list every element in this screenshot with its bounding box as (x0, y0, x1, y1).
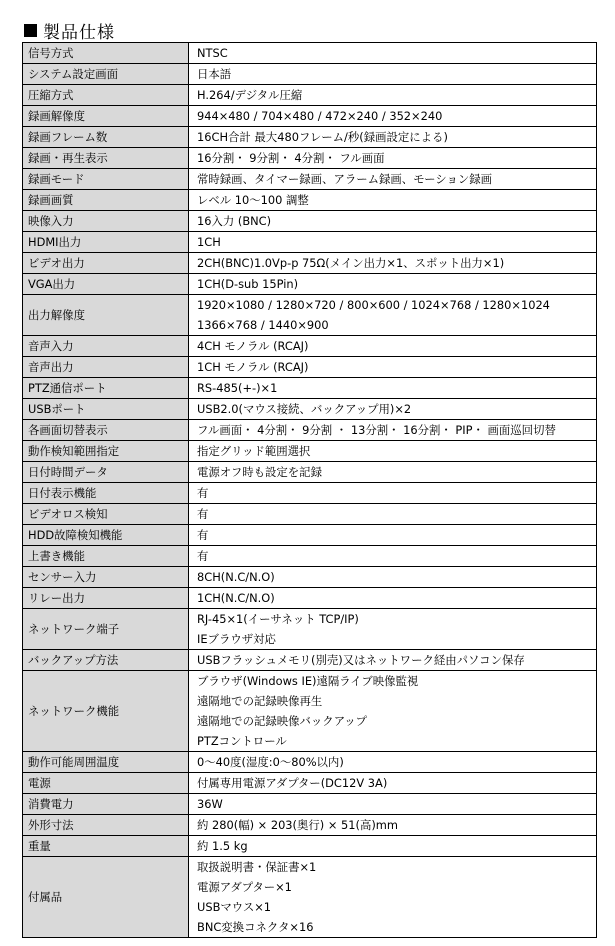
spec-value: 指定グリッド範囲選択 (197, 444, 311, 458)
spec-value-cell (189, 588, 597, 609)
spec-label: 録画画質 (23, 190, 189, 211)
spec-value: 8CH(N.C/N.O) (197, 570, 275, 584)
spec-label: 動作検知範囲指定 (23, 441, 189, 462)
section-title-text: 製品仕様 (43, 22, 115, 43)
spec-label: 電源 (23, 773, 189, 794)
spec-value: 16CH合計 最大480フレーム/秒(録画設定による) (197, 130, 448, 144)
spec-value: 有 (197, 507, 209, 521)
spec-row (23, 253, 597, 274)
section-title (24, 18, 115, 42)
spec-value-cell (189, 504, 597, 525)
spec-value: IEブラウザ対応 (197, 632, 276, 646)
spec-row (23, 274, 597, 295)
spec-row (23, 752, 597, 773)
spec-label: センサー入力 (23, 567, 189, 588)
spec-value-cell (189, 399, 597, 420)
spec-value-cell (189, 609, 597, 650)
spec-value: 1CH(N.C/N.O) (197, 591, 275, 605)
spec-value: 電源オフ時も設定を記録 (197, 465, 322, 479)
spec-value: 遠隔地での記録映像バックアップ (197, 714, 368, 728)
spec-value: 1CH モノラル (RCAJ) (197, 360, 309, 374)
spec-label: システム設定画面 (23, 64, 189, 85)
spec-row (23, 609, 597, 650)
spec-value: 付属専用電源アダプター(DC12V 3A) (197, 776, 388, 790)
spec-value-cell (189, 43, 597, 64)
spec-value: USBマウス×1 (197, 900, 272, 914)
spec-value: 1366×768 / 1440×900 (197, 318, 329, 332)
spec-row (23, 169, 597, 190)
spec-label: ビデオロス検知 (23, 504, 189, 525)
spec-value-cell (189, 420, 597, 441)
spec-label: ビデオ出力 (23, 253, 189, 274)
spec-value: 16入力 (BNC) (197, 214, 272, 228)
spec-value: 4CH モノラル (RCAJ) (197, 339, 309, 353)
spec-row (23, 399, 597, 420)
spec-value: 0〜40度(湿度:0〜80%以内) (197, 755, 344, 769)
spec-value-cell (189, 85, 597, 106)
spec-label: 信号方式 (23, 43, 189, 64)
spec-label: 各画面切替表示 (23, 420, 189, 441)
spec-row (23, 441, 597, 462)
spec-row (23, 483, 597, 504)
spec-label: 録画解像度 (23, 106, 189, 127)
spec-value: NTSC (197, 46, 228, 60)
spec-label: 日付時間データ (23, 462, 189, 483)
spec-value: RS-485(+-)×1 (197, 381, 278, 395)
spec-label: 録画フレーム数 (23, 127, 189, 148)
spec-table-body (23, 43, 597, 938)
spec-value-cell (189, 211, 597, 232)
spec-row (23, 773, 597, 794)
spec-value-cell (189, 336, 597, 357)
spec-value: RJ-45×1(イーサネット TCP/IP) (197, 612, 359, 626)
spec-value-cell (189, 274, 597, 295)
spec-row (23, 525, 597, 546)
spec-row (23, 504, 597, 525)
spec-value-cell (189, 378, 597, 399)
spec-value: 取扱説明書・保証書×1 (197, 860, 317, 874)
spec-label: 圧縮方式 (23, 85, 189, 106)
spec-value-cell (189, 169, 597, 190)
spec-label: 映像入力 (23, 211, 189, 232)
spec-value-cell (189, 127, 597, 148)
spec-label: 音声出力 (23, 357, 189, 378)
spec-value-cell (189, 752, 597, 773)
spec-label: USBポート (23, 399, 189, 420)
spec-value-cell (189, 773, 597, 794)
spec-value-cell (189, 357, 597, 378)
spec-value: 遠隔地での記録映像再生 (197, 694, 323, 708)
spec-label: 音声入力 (23, 336, 189, 357)
spec-value: レベル 10〜100 調整 (197, 193, 309, 207)
spec-row (23, 588, 597, 609)
spec-value-cell (189, 671, 597, 752)
spec-label: 付属品 (23, 857, 189, 938)
spec-row (23, 650, 597, 671)
spec-value: 約 280(幅) × 203(奥行) × 51(高)mm (197, 818, 398, 832)
spec-row (23, 106, 597, 127)
spec-row (23, 336, 597, 357)
spec-value-cell (189, 650, 597, 671)
spec-value: 944×480 / 704×480 / 472×240 / 352×240 (197, 109, 443, 123)
spec-row (23, 127, 597, 148)
spec-label: 動作可能周囲温度 (23, 752, 189, 773)
spec-row (23, 671, 597, 752)
spec-row (23, 64, 597, 85)
spec-row (23, 295, 597, 336)
spec-row (23, 546, 597, 567)
spec-label: HDMI出力 (23, 232, 189, 253)
spec-value-cell (189, 106, 597, 127)
spec-value-cell (189, 253, 597, 274)
spec-value-cell (189, 525, 597, 546)
spec-label: 出力解像度 (23, 295, 189, 336)
spec-value-cell (189, 190, 597, 211)
square-bullet-icon (24, 24, 37, 37)
spec-label: VGA出力 (23, 274, 189, 295)
spec-value-cell (189, 441, 597, 462)
spec-label: 重量 (23, 836, 189, 857)
spec-value: 2CH(BNC)1.0Vp-p 75Ω(メイン出力×1、スポット出力×1) (197, 256, 505, 270)
spec-value: フル画面・ 4分割・ 9分割 ・ 13分割・ 16分割・ PIP・ 画面巡回切替 (197, 423, 556, 437)
spec-label: ネットワーク端子 (23, 609, 189, 650)
spec-value-cell (189, 794, 597, 815)
spec-row (23, 567, 597, 588)
spec-row (23, 190, 597, 211)
spec-value: 有 (197, 549, 209, 563)
spec-label: 録画・再生表示 (23, 148, 189, 169)
spec-value: BNC変換コネクタ×16 (197, 920, 314, 934)
spec-value: H.264/デジタル圧縮 (197, 88, 303, 102)
spec-value: 1920×1080 / 1280×720 / 800×600 / 1024×768 / 1280×1024 (197, 298, 550, 312)
spec-row (23, 357, 597, 378)
spec-value-cell (189, 483, 597, 504)
spec-label: HDD故障検知機能 (23, 525, 189, 546)
spec-label: ネットワーク機能 (23, 671, 189, 752)
spec-value: 有 (197, 528, 209, 542)
spec-value: 常時録画、タイマー録画、アラーム録画、モーション録画 (197, 172, 493, 186)
spec-row (23, 43, 597, 64)
spec-row (23, 857, 597, 938)
spec-value: 1CH(D-sub 15Pin) (197, 277, 299, 291)
spec-value: 電源アダプター×1 (197, 880, 292, 894)
spec-value: USB2.0(マウス接続、バックアップ用)×2 (197, 402, 412, 416)
spec-value-cell (189, 295, 597, 336)
spec-value-cell (189, 836, 597, 857)
spec-value-cell (189, 815, 597, 836)
spec-label: 日付表示機能 (23, 483, 189, 504)
spec-row (23, 794, 597, 815)
spec-value: PTZコントロール (197, 734, 287, 748)
spec-row (23, 420, 597, 441)
spec-row (23, 462, 597, 483)
spec-label: PTZ通信ポート (23, 378, 189, 399)
spec-value: 16分割・ 9分割・ 4分割・ フル画面 (197, 151, 385, 165)
spec-row (23, 148, 597, 169)
spec-row (23, 211, 597, 232)
spec-value-cell (189, 857, 597, 938)
spec-label: 外形寸法 (23, 815, 189, 836)
spec-label: リレー出力 (23, 588, 189, 609)
spec-value: 日本語 (197, 67, 232, 81)
spec-value: 約 1.5 kg (197, 839, 248, 853)
spec-row (23, 836, 597, 857)
spec-value: 1CH (197, 235, 221, 249)
spec-value: USBフラッシュメモリ(別売)又はネットワーク経由パソコン保存 (197, 653, 525, 667)
spec-value: 36W (197, 797, 223, 811)
spec-value-cell (189, 462, 597, 483)
spec-value-cell (189, 232, 597, 253)
spec-value-cell (189, 567, 597, 588)
spec-table (22, 42, 597, 938)
spec-label: 録画モード (23, 169, 189, 190)
spec-label: 上書き機能 (23, 546, 189, 567)
spec-value-cell (189, 148, 597, 169)
spec-row (23, 232, 597, 253)
spec-row (23, 815, 597, 836)
spec-value: ブラウザ(Windows IE)遠隔ライブ映像監視 (197, 674, 419, 688)
spec-value: 有 (197, 486, 209, 500)
spec-label: バックアップ方法 (23, 650, 189, 671)
spec-value-cell (189, 546, 597, 567)
spec-value-cell (189, 64, 597, 85)
spec-row (23, 378, 597, 399)
spec-row (23, 85, 597, 106)
spec-label: 消費電力 (23, 794, 189, 815)
